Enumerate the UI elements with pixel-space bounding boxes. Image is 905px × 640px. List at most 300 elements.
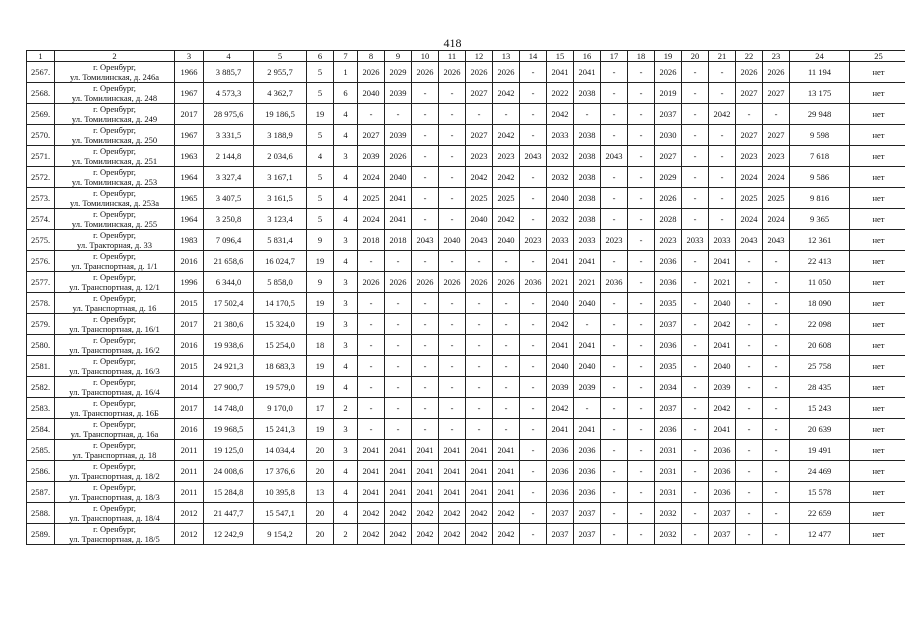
value-cell: 2040	[547, 293, 574, 314]
value-cell: 2036	[709, 440, 736, 461]
status-cell: нет	[850, 209, 905, 230]
value-cell: 3 407,5	[204, 188, 254, 209]
value-cell: -	[412, 293, 439, 314]
address-cell	[55, 440, 175, 461]
value-cell: 2036	[547, 440, 574, 461]
value-cell: 2041	[493, 440, 520, 461]
address-city: г. Оренбург,	[93, 377, 136, 387]
address-city: г. Оренбург,	[93, 188, 136, 198]
value-cell: 2023	[763, 146, 790, 167]
address-street: ул. Тракторная, д. 33	[77, 240, 152, 250]
value-cell: 2037	[547, 503, 574, 524]
value-cell: -	[520, 293, 547, 314]
value-cell: 28 435	[790, 377, 850, 398]
value-cell: 2032	[655, 503, 682, 524]
status-cell: нет	[850, 251, 905, 272]
value-cell: 25 758	[790, 356, 850, 377]
address-cell	[55, 314, 175, 335]
row-number-cell: 2569.	[27, 104, 55, 125]
value-cell: 2023	[736, 146, 763, 167]
address-street: ул. Томилинская, д. 246а	[69, 72, 160, 82]
column-header-22: 22	[736, 51, 763, 62]
table-row	[27, 524, 905, 545]
value-cell: 20 639	[790, 419, 850, 440]
value-cell: 12 477	[790, 524, 850, 545]
status-cell: нет	[850, 398, 905, 419]
value-cell: 4	[334, 377, 358, 398]
column-number-header-row	[27, 51, 905, 62]
value-cell: 5	[307, 125, 334, 146]
value-cell: -	[493, 293, 520, 314]
address-street: ул. Транспортная, д. 18	[72, 450, 157, 460]
value-cell: -	[628, 314, 655, 335]
value-cell: 4 573,3	[204, 83, 254, 104]
value-cell: 20	[307, 524, 334, 545]
value-cell: -	[520, 167, 547, 188]
value-cell: -	[520, 314, 547, 335]
value-cell: 9 598	[790, 125, 850, 146]
status-cell: нет	[850, 440, 905, 461]
value-cell: 17 502,4	[204, 293, 254, 314]
value-cell: 2029	[385, 62, 412, 83]
value-cell: 24 921,3	[204, 356, 254, 377]
value-cell: -	[601, 356, 628, 377]
value-cell: 2016	[175, 419, 204, 440]
value-cell: -	[439, 356, 466, 377]
table-row	[27, 104, 905, 125]
value-cell: 2041	[574, 62, 601, 83]
value-cell: 2021	[709, 272, 736, 293]
status-cell: нет	[850, 461, 905, 482]
value-cell: -	[628, 251, 655, 272]
value-cell: 2041	[493, 482, 520, 503]
value-cell: 2033	[709, 230, 736, 251]
value-cell: -	[709, 167, 736, 188]
value-cell: -	[763, 461, 790, 482]
address-cell	[55, 398, 175, 419]
value-cell: 2042	[439, 524, 466, 545]
value-cell: 2027	[763, 125, 790, 146]
status-cell: нет	[850, 146, 905, 167]
value-cell: 2041	[709, 335, 736, 356]
value-cell: -	[520, 419, 547, 440]
value-cell: 3 327,4	[204, 167, 254, 188]
value-cell: -	[682, 356, 709, 377]
value-cell: -	[628, 272, 655, 293]
value-cell: -	[520, 503, 547, 524]
address-street: ул. Транспортная, д. 16/2	[69, 345, 160, 355]
value-cell: 18	[307, 335, 334, 356]
row-number-cell: 2581.	[27, 356, 55, 377]
address-street: ул. Транспортная, д. 18/3	[69, 492, 160, 502]
column-header-19: 19	[655, 51, 682, 62]
address-street: ул. Транспортная, д. 16/1	[69, 324, 160, 334]
value-cell: 2036	[601, 272, 628, 293]
value-cell: 2027	[358, 125, 385, 146]
value-cell: 2032	[547, 146, 574, 167]
value-cell: -	[520, 482, 547, 503]
value-cell: 2041	[412, 461, 439, 482]
value-cell: 2038	[574, 83, 601, 104]
value-cell: 3 250,8	[204, 209, 254, 230]
value-cell: 5	[307, 167, 334, 188]
value-cell: 2025	[466, 188, 493, 209]
value-cell: 2032	[547, 167, 574, 188]
value-cell: 2021	[574, 272, 601, 293]
value-cell: -	[601, 83, 628, 104]
address-street: ул. Транспортная, д. 16а	[70, 429, 159, 439]
row-number-cell: 2587.	[27, 482, 55, 503]
value-cell: 18 090	[790, 293, 850, 314]
value-cell: -	[439, 251, 466, 272]
address-city: г. Оренбург,	[93, 167, 136, 177]
value-cell: 24 469	[790, 461, 850, 482]
value-cell: -	[763, 440, 790, 461]
value-cell: -	[412, 398, 439, 419]
value-cell: -	[358, 314, 385, 335]
value-cell: -	[601, 251, 628, 272]
value-cell: -	[520, 83, 547, 104]
value-cell: -	[763, 503, 790, 524]
address-cell	[55, 230, 175, 251]
value-cell: 2042	[439, 503, 466, 524]
table-row	[27, 83, 905, 104]
column-header-3: 3	[175, 51, 204, 62]
row-number-cell: 2584.	[27, 419, 55, 440]
address-street: ул. Транспортная, д. 16/4	[69, 387, 160, 397]
address-city: г. Оренбург,	[93, 461, 136, 471]
value-cell: 4 362,7	[254, 83, 307, 104]
address-city: г. Оренбург,	[93, 335, 136, 345]
value-cell: 2036	[574, 482, 601, 503]
value-cell: -	[628, 503, 655, 524]
value-cell: 2023	[466, 146, 493, 167]
value-cell: 22 659	[790, 503, 850, 524]
value-cell: 2037	[655, 314, 682, 335]
value-cell: -	[520, 461, 547, 482]
value-cell: 2036	[709, 461, 736, 482]
value-cell: -	[412, 104, 439, 125]
value-cell: 20 608	[790, 335, 850, 356]
value-cell: 16 024,7	[254, 251, 307, 272]
value-cell: 2041	[439, 461, 466, 482]
table-row	[27, 230, 905, 251]
value-cell: 2041	[358, 482, 385, 503]
value-cell: -	[466, 314, 493, 335]
value-cell: 2040	[358, 83, 385, 104]
status-cell: нет	[850, 419, 905, 440]
value-cell: 2025	[358, 188, 385, 209]
value-cell: -	[358, 377, 385, 398]
table-row	[27, 209, 905, 230]
value-cell: 2026	[493, 272, 520, 293]
value-cell: 2025	[493, 188, 520, 209]
value-cell: -	[358, 104, 385, 125]
column-header-15: 15	[547, 51, 574, 62]
value-cell: -	[520, 335, 547, 356]
address-street: ул. Транспортная, д. 12/1	[69, 282, 160, 292]
value-cell: 2043	[412, 230, 439, 251]
value-cell: 2041	[574, 251, 601, 272]
value-cell: 15 254,0	[254, 335, 307, 356]
value-cell: 4	[334, 167, 358, 188]
value-cell: 2042	[709, 104, 736, 125]
address-city: г. Оренбург,	[93, 146, 136, 156]
address-cell	[55, 209, 175, 230]
value-cell: 2042	[493, 125, 520, 146]
value-cell: -	[601, 398, 628, 419]
value-cell: 3	[334, 440, 358, 461]
value-cell: 2042	[466, 524, 493, 545]
table-row	[27, 146, 905, 167]
value-cell: -	[466, 356, 493, 377]
value-cell: 2041	[493, 461, 520, 482]
value-cell: -	[385, 251, 412, 272]
value-cell: 2029	[655, 167, 682, 188]
value-cell: 2026	[655, 62, 682, 83]
value-cell: 1983	[175, 230, 204, 251]
table-row	[27, 356, 905, 377]
value-cell: -	[763, 272, 790, 293]
value-cell: 2026	[439, 62, 466, 83]
value-cell: 2043	[601, 146, 628, 167]
value-cell: 1967	[175, 83, 204, 104]
value-cell: 2031	[655, 461, 682, 482]
value-cell: 2042	[709, 398, 736, 419]
address-city: г. Оренбург,	[93, 83, 136, 93]
value-cell: 2024	[763, 167, 790, 188]
value-cell: 2018	[385, 230, 412, 251]
value-cell: 2	[334, 398, 358, 419]
value-cell: -	[709, 125, 736, 146]
value-cell: 2027	[655, 146, 682, 167]
value-cell: 2036	[655, 335, 682, 356]
value-cell: 4	[334, 461, 358, 482]
value-cell: 21 447,7	[204, 503, 254, 524]
value-cell: 5	[307, 188, 334, 209]
value-cell: 9	[307, 230, 334, 251]
address-cell	[55, 83, 175, 104]
value-cell: 2041	[466, 440, 493, 461]
address-city: г. Оренбург,	[93, 419, 136, 429]
value-cell: 2022	[547, 83, 574, 104]
value-cell: 2042	[493, 167, 520, 188]
value-cell: -	[709, 188, 736, 209]
value-cell: 1	[334, 62, 358, 83]
status-cell: нет	[850, 104, 905, 125]
value-cell: 12 242,9	[204, 524, 254, 545]
value-cell: -	[439, 293, 466, 314]
address-street: ул. Транспортная, д. 18/2	[69, 471, 160, 481]
table-row	[27, 398, 905, 419]
value-cell: -	[709, 83, 736, 104]
value-cell: -	[412, 314, 439, 335]
value-cell: 20	[307, 461, 334, 482]
column-header-11: 11	[439, 51, 466, 62]
value-cell: -	[358, 335, 385, 356]
address-street: ул. Томилинская, д. 253	[71, 177, 158, 187]
value-cell: -	[763, 398, 790, 419]
value-cell: 2041	[709, 419, 736, 440]
value-cell: 2025	[763, 188, 790, 209]
value-cell: 2011	[175, 482, 204, 503]
value-cell: 1964	[175, 209, 204, 230]
value-cell: -	[628, 230, 655, 251]
value-cell: 2042	[358, 503, 385, 524]
table-row	[27, 461, 905, 482]
value-cell: 2042	[547, 104, 574, 125]
address-street: ул. Томилинская, д. 255	[71, 219, 158, 229]
value-cell: -	[466, 335, 493, 356]
address-cell	[55, 104, 175, 125]
value-cell: 2041	[547, 419, 574, 440]
row-number-cell: 2578.	[27, 293, 55, 314]
address-city: г. Оренбург,	[93, 482, 136, 492]
value-cell: 2012	[175, 503, 204, 524]
value-cell: -	[628, 419, 655, 440]
value-cell: -	[493, 377, 520, 398]
value-cell: -	[601, 524, 628, 545]
value-cell: 2026	[736, 62, 763, 83]
status-cell: нет	[850, 125, 905, 146]
value-cell: -	[736, 272, 763, 293]
value-cell: 3	[334, 272, 358, 293]
value-cell: -	[763, 377, 790, 398]
address-cell	[55, 62, 175, 83]
column-header-13: 13	[493, 51, 520, 62]
value-cell: -	[439, 209, 466, 230]
value-cell: 2027	[736, 83, 763, 104]
address-cell	[55, 419, 175, 440]
address-city: г. Оренбург,	[93, 62, 136, 72]
value-cell: 9 586	[790, 167, 850, 188]
value-cell: 2035	[655, 293, 682, 314]
value-cell: -	[520, 524, 547, 545]
value-cell: -	[520, 125, 547, 146]
column-header-12: 12	[466, 51, 493, 62]
value-cell: 2039	[358, 146, 385, 167]
value-cell: -	[601, 104, 628, 125]
address-street: ул. Томилинская, д. 250	[71, 135, 158, 145]
value-cell: 2039	[385, 125, 412, 146]
value-cell: -	[763, 356, 790, 377]
value-cell: -	[358, 398, 385, 419]
value-cell: -	[412, 125, 439, 146]
value-cell: -	[682, 83, 709, 104]
value-cell: 2041	[439, 482, 466, 503]
value-cell: 2042	[412, 524, 439, 545]
value-cell: 2041	[412, 482, 439, 503]
value-cell: 4	[334, 503, 358, 524]
value-cell: 2040	[709, 356, 736, 377]
value-cell: 6	[334, 83, 358, 104]
value-cell: 21 380,6	[204, 314, 254, 335]
value-cell: 24 008,6	[204, 461, 254, 482]
value-cell: 14 170,5	[254, 293, 307, 314]
value-cell: 2040	[385, 167, 412, 188]
value-cell: 2039	[547, 377, 574, 398]
value-cell: -	[682, 125, 709, 146]
status-cell: нет	[850, 188, 905, 209]
value-cell: -	[520, 398, 547, 419]
value-cell: -	[601, 188, 628, 209]
row-number-cell: 2567.	[27, 62, 55, 83]
value-cell: 1967	[175, 125, 204, 146]
value-cell: 2024	[358, 209, 385, 230]
address-cell	[55, 251, 175, 272]
value-cell: 5	[307, 209, 334, 230]
value-cell: -	[628, 125, 655, 146]
value-cell: 2041	[385, 188, 412, 209]
address-city: г. Оренбург,	[93, 503, 136, 513]
value-cell: 1965	[175, 188, 204, 209]
value-cell: 2036	[709, 482, 736, 503]
table-row	[27, 440, 905, 461]
value-cell: -	[574, 398, 601, 419]
address-city: г. Оренбург,	[93, 398, 136, 408]
row-number-cell: 2570.	[27, 125, 55, 146]
column-header-23: 23	[763, 51, 790, 62]
value-cell: -	[412, 356, 439, 377]
value-cell: 2041	[709, 251, 736, 272]
value-cell: 2037	[655, 104, 682, 125]
value-cell: -	[466, 104, 493, 125]
value-cell: -	[682, 524, 709, 545]
address-street: ул. Транспортная, д. 16	[72, 303, 157, 313]
value-cell: 2033	[574, 230, 601, 251]
value-cell: 2038	[574, 209, 601, 230]
value-cell: 2015	[175, 356, 204, 377]
status-cell: нет	[850, 293, 905, 314]
table-body	[27, 62, 905, 545]
value-cell: -	[412, 419, 439, 440]
value-cell: 2011	[175, 461, 204, 482]
value-cell: -	[601, 377, 628, 398]
value-cell: 3	[334, 419, 358, 440]
value-cell: 2 034,6	[254, 146, 307, 167]
value-cell: 2041	[466, 461, 493, 482]
value-cell: -	[736, 419, 763, 440]
value-cell: -	[601, 419, 628, 440]
value-cell: 15 578	[790, 482, 850, 503]
value-cell: -	[628, 524, 655, 545]
value-cell: -	[601, 461, 628, 482]
column-header-17: 17	[601, 51, 628, 62]
address-cell	[55, 377, 175, 398]
value-cell: 2041	[547, 335, 574, 356]
value-cell: -	[628, 209, 655, 230]
value-cell: -	[439, 419, 466, 440]
value-cell: 27 900,7	[204, 377, 254, 398]
value-cell: -	[439, 314, 466, 335]
value-cell: 19 186,5	[254, 104, 307, 125]
value-cell: -	[385, 293, 412, 314]
value-cell: -	[385, 419, 412, 440]
address-city: г. Оренбург,	[93, 524, 136, 534]
address-cell	[55, 272, 175, 293]
address-cell	[55, 125, 175, 146]
column-header-20: 20	[682, 51, 709, 62]
column-header-16: 16	[574, 51, 601, 62]
address-cell	[55, 461, 175, 482]
address-city: г. Оренбург,	[93, 251, 136, 261]
value-cell: -	[439, 335, 466, 356]
value-cell: 2015	[175, 293, 204, 314]
value-cell: 2024	[736, 167, 763, 188]
value-cell: -	[682, 335, 709, 356]
value-cell: -	[682, 398, 709, 419]
value-cell: -	[736, 377, 763, 398]
